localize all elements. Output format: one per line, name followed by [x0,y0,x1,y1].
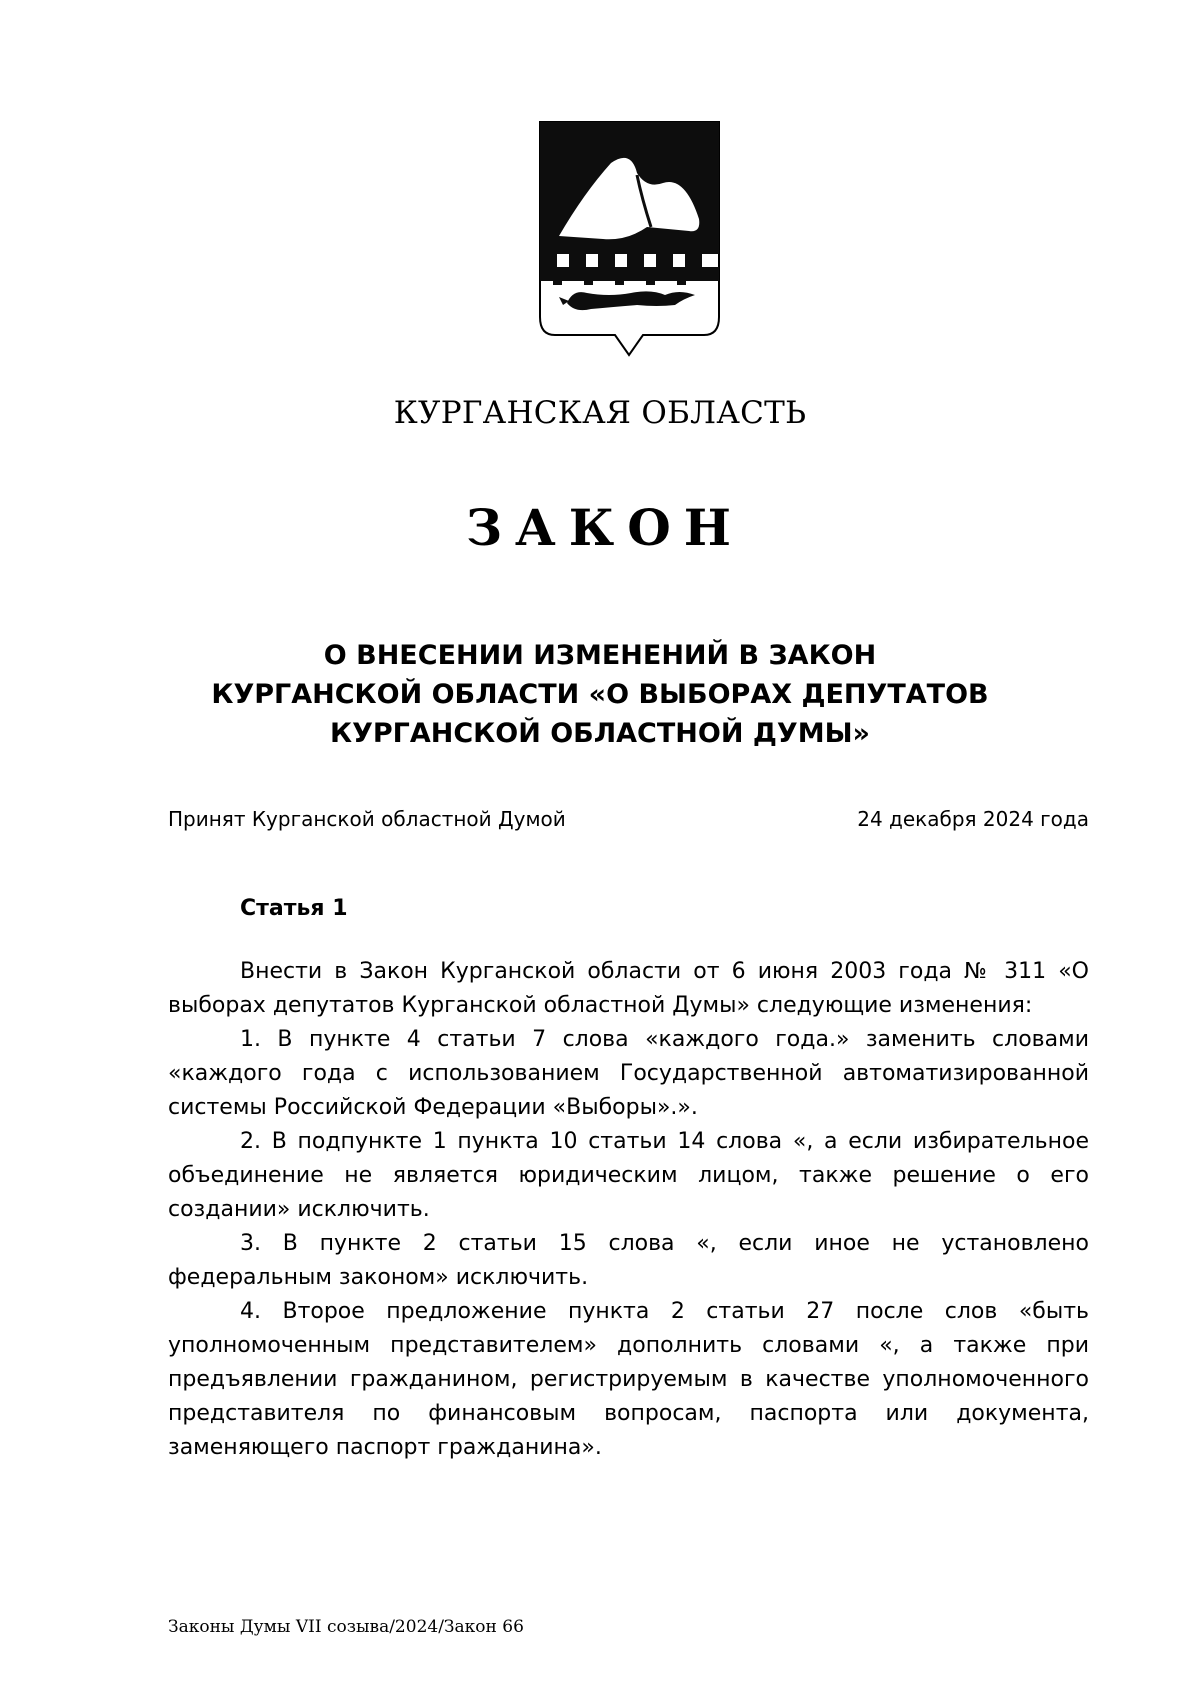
adopted-by: Принят Курганской областной Думой [168,807,566,831]
adoption-info [168,805,1089,833]
article-paragraph: 1. В пункте 4 статьи 7 слова «каждого года.» заменить словами «каждого года с использованием Государственной автоматизированной системы Российской Федерации «Выборы».». [168,1027,1089,1120]
coat-of-arms-icon [539,121,720,357]
article-body [168,955,1089,1465]
article-paragraph: 2. В подпункте 1 пункта 10 статьи 14 слова «, а если избирательное объединение не является юридическим лицом, также решение о его создании» исключить. [168,1129,1089,1222]
article-heading: Статья 1 [240,896,348,921]
law-title-line: О ВНЕСЕНИИ ИЗМЕНЕНИЙ В ЗАКОН [323,640,877,671]
document-type: ЗАКОН [465,498,745,557]
article-paragraph: Внести в Закон Курганской области от 6 июня 2003 года № 311 «О выборах депутатов Курганской областной Думы» следующие изменения: [168,959,1089,1018]
footer-reference: Законы Думы VII созыва/2024/Закон 66 [168,1617,524,1637]
article-paragraph: 4. Второе предложение пункта 2 статьи 27 после слов «быть уполномоченным представителем» дополнить словами «, а также при предъявлении гражданином, регистрируемым в качестве уполномоченного представителя по финансовым вопросам, паспорта или документа, заменяющего паспорт гражданина». [168,1299,1089,1460]
law-title-line: КУРГАНСКОЙ ОБЛАСТНОЙ ДУМЫ» [330,718,870,749]
adoption-date: 24 декабря 2024 года [857,807,1089,831]
law-title [0,636,1200,753]
article-paragraph: 3. В пункте 2 статьи 15 слова «, если иное не установлено федеральным законом» исключить. [168,1231,1089,1290]
law-title-line: КУРГАНСКОЙ ОБЛАСТИ «О ВЫБОРАХ ДЕПУТАТОВ [211,679,989,710]
region-name: КУРГАНСКАЯ ОБЛАСТЬ [393,395,807,431]
